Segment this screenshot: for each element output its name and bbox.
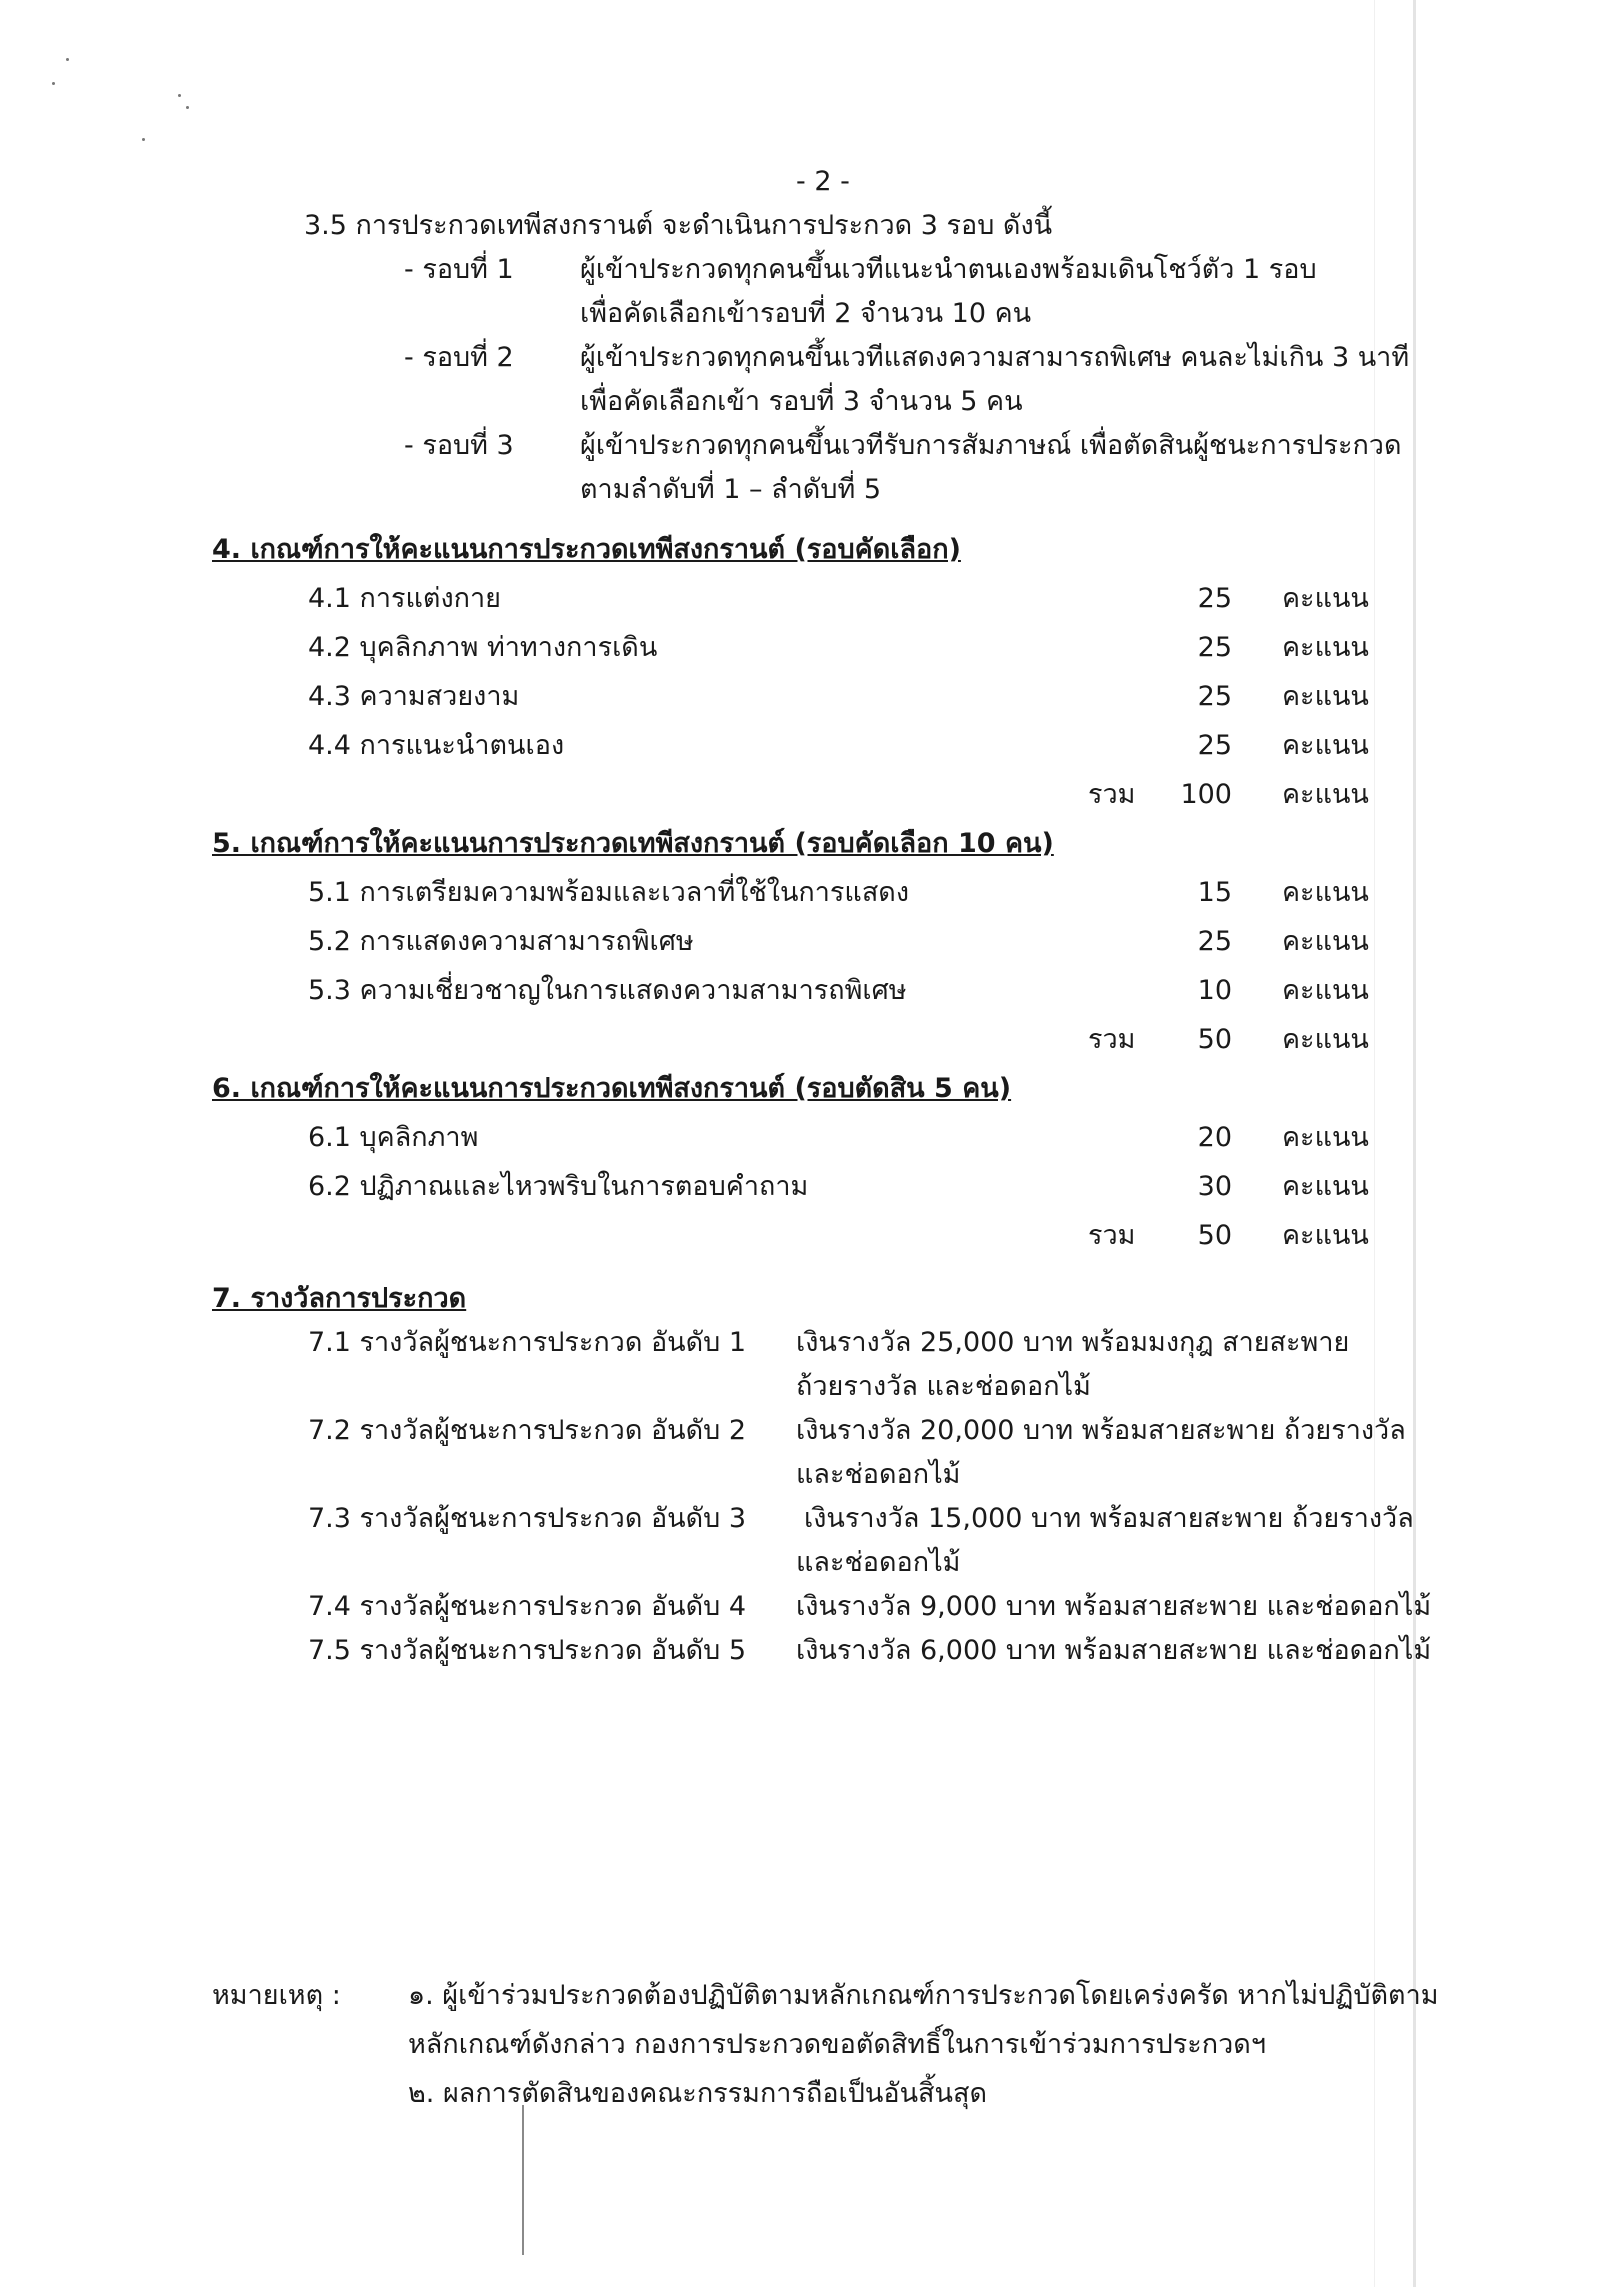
criterion-label: 5.2 การแสดงความสามารถพิเศษ <box>308 926 694 957</box>
criterion-unit: คะแนน <box>1282 730 1369 761</box>
criterion-label: 4.2 บุคลิกภาพ ท่าทางการเดิน <box>308 632 658 663</box>
section-6-total: 50 <box>1197 1220 1232 1251</box>
criterion-score: 10 <box>1197 975 1232 1006</box>
criterion-label: 6.2 ปฏิภาณและไหวพริบในการตอบคำถาม <box>308 1171 809 1202</box>
award-prize: เงินรางวัล 15,000 บาท พร้อมสายสะพาย ถ้วยรางวัล <box>804 1503 1414 1534</box>
section-6-total-label: รวม <box>1088 1220 1136 1251</box>
scan-speck <box>142 138 145 141</box>
criterion-unit: คะแนน <box>1282 1122 1369 1153</box>
section-5-total: 50 <box>1197 1024 1232 1055</box>
round-2-text-cont: เพื่อคัดเลือกเข้า รอบที่ 3 จำนวน 5 คน <box>580 386 1023 417</box>
round-3-text-cont: ตามลำดับที่ 1 – ลำดับที่ 5 <box>580 474 882 505</box>
note-2: ๒. ผลการตัดสินของคณะกรรมการถือเป็นอันสิ้นสุด <box>408 2078 987 2109</box>
award-label: 7.4 รางวัลผู้ชนะการประกวด อันดับ 4 <box>308 1591 747 1622</box>
note-1-cont: หลักเกณฑ์ดังกล่าว กองการประกวดขอตัดสิทธิ์ในการเข้าร่วมการประกวดฯ <box>408 2029 1267 2060</box>
award-prize: เงินรางวัล 9,000 บาท พร้อมสายสะพาย และช่อดอกไม้ <box>796 1591 1432 1622</box>
page-number: - 2 - <box>796 166 850 197</box>
section-3-5-intro: 3.5 การประกวดเทพีสงกรานต์ จะดำเนินการประกวด 3 รอบ ดังนี้ <box>304 210 1053 241</box>
notes-label: หมายเหตุ : <box>212 1980 341 2011</box>
section-4-heading: 4. เกณฑ์การให้คะแนนการประกวดเทพีสงกรานต์ (รอบคัดเลือก) <box>212 534 961 565</box>
section-5-total-label: รวม <box>1088 1024 1136 1055</box>
criterion-label: 5.3 ความเชี่ยวชาญในการแสดงความสามารถพิเศษ <box>308 975 907 1006</box>
criterion-unit: คะแนน <box>1282 1171 1369 1202</box>
scan-speck <box>66 58 69 61</box>
section-4-total-unit: คะแนน <box>1282 779 1369 810</box>
criterion-score: 30 <box>1197 1171 1232 1202</box>
criterion-unit: คะแนน <box>1282 877 1369 908</box>
criterion-unit: คะแนน <box>1282 975 1369 1006</box>
award-prize: เงินรางวัล 20,000 บาท พร้อมสายสะพาย ถ้วยรางวัล <box>796 1415 1406 1446</box>
award-label: 7.2 รางวัลผู้ชนะการประกวด อันดับ 2 <box>308 1415 747 1446</box>
criterion-score: 25 <box>1197 730 1232 761</box>
scan-artifact-line <box>522 2105 524 2255</box>
scan-speck <box>186 106 189 109</box>
section-7-heading: 7. รางวัลการประกวด <box>212 1283 467 1314</box>
award-prize: เงินรางวัล 6,000 บาท พร้อมสายสะพาย และช่อดอกไม้ <box>796 1635 1432 1666</box>
round-1-label: - รอบที่ 1 <box>404 254 514 285</box>
criterion-label: 6.1 บุคลิกภาพ <box>308 1122 479 1153</box>
section-6-heading: 6. เกณฑ์การให้คะแนนการประกวดเทพีสงกรานต์ (รอบตัดสิน 5 คน) <box>212 1073 1012 1104</box>
award-prize-cont: ถ้วยรางวัล และช่อดอกไม้ <box>796 1371 1091 1402</box>
scan-speck <box>52 82 55 85</box>
award-prize: เงินรางวัล 25,000 บาท พร้อมมงกุฎ สายสะพาย <box>796 1327 1350 1358</box>
section-4-total-label: รวม <box>1088 779 1136 810</box>
criterion-label: 4.4 การแนะนำตนเอง <box>308 730 565 761</box>
section-4-total: 100 <box>1180 779 1232 810</box>
section-6-total-unit: คะแนน <box>1282 1220 1369 1251</box>
round-2-text: ผู้เข้าประกวดทุกคนขึ้นเวทีแสดงความสามารถพิเศษ คนละไม่เกิน 3 นาที <box>580 342 1410 373</box>
criterion-score: 20 <box>1197 1122 1232 1153</box>
section-5-total-unit: คะแนน <box>1282 1024 1369 1055</box>
criterion-label: 4.1 การแต่งกาย <box>308 583 501 614</box>
award-prize-cont: และช่อดอกไม้ <box>796 1459 961 1490</box>
criterion-unit: คะแนน <box>1282 632 1369 663</box>
criterion-score: 25 <box>1197 632 1232 663</box>
criterion-score: 25 <box>1197 681 1232 712</box>
note-1: ๑. ผู้เข้าร่วมประกวดต้องปฏิบัติตามหลักเกณฑ์การประกวดโดยเคร่งครัด หากไม่ปฏิบัติตาม <box>408 1980 1439 2011</box>
criterion-label: 5.1 การเตรียมความพร้อมและเวลาที่ใช้ในการแสดง <box>308 877 910 908</box>
criterion-label: 4.3 ความสวยงาม <box>308 681 520 712</box>
award-label: 7.1 รางวัลผู้ชนะการประกวด อันดับ 1 <box>308 1327 747 1358</box>
round-2-label: - รอบที่ 2 <box>404 342 514 373</box>
round-1-text: ผู้เข้าประกวดทุกคนขึ้นเวทีแนะนำตนเองพร้อมเดินโชว์ตัว 1 รอบ <box>580 254 1317 285</box>
criterion-unit: คะแนน <box>1282 926 1369 957</box>
round-1-text-cont: เพื่อคัดเลือกเข้ารอบที่ 2 จำนวน 10 คน <box>580 298 1032 329</box>
award-label: 7.3 รางวัลผู้ชนะการประกวด อันดับ 3 <box>308 1503 747 1534</box>
award-prize-cont: และช่อดอกไม้ <box>796 1547 961 1578</box>
criterion-score: 15 <box>1197 877 1232 908</box>
section-5-heading: 5. เกณฑ์การให้คะแนนการประกวดเทพีสงกรานต์ (รอบคัดเลือก 10 คน) <box>212 828 1054 859</box>
criterion-score: 25 <box>1197 926 1232 957</box>
criterion-unit: คะแนน <box>1282 681 1369 712</box>
scan-speck <box>178 94 181 97</box>
round-3-text: ผู้เข้าประกวดทุกคนขึ้นเวทีรับการสัมภาษณ์ เพื่อตัดสินผู้ชนะการประกวด <box>580 430 1402 461</box>
criterion-score: 25 <box>1197 583 1232 614</box>
award-label: 7.5 รางวัลผู้ชนะการประกวด อันดับ 5 <box>308 1635 747 1666</box>
scan-fold-line <box>1413 0 1416 2287</box>
criterion-unit: คะแนน <box>1282 583 1369 614</box>
round-3-label: - รอบที่ 3 <box>404 430 514 461</box>
